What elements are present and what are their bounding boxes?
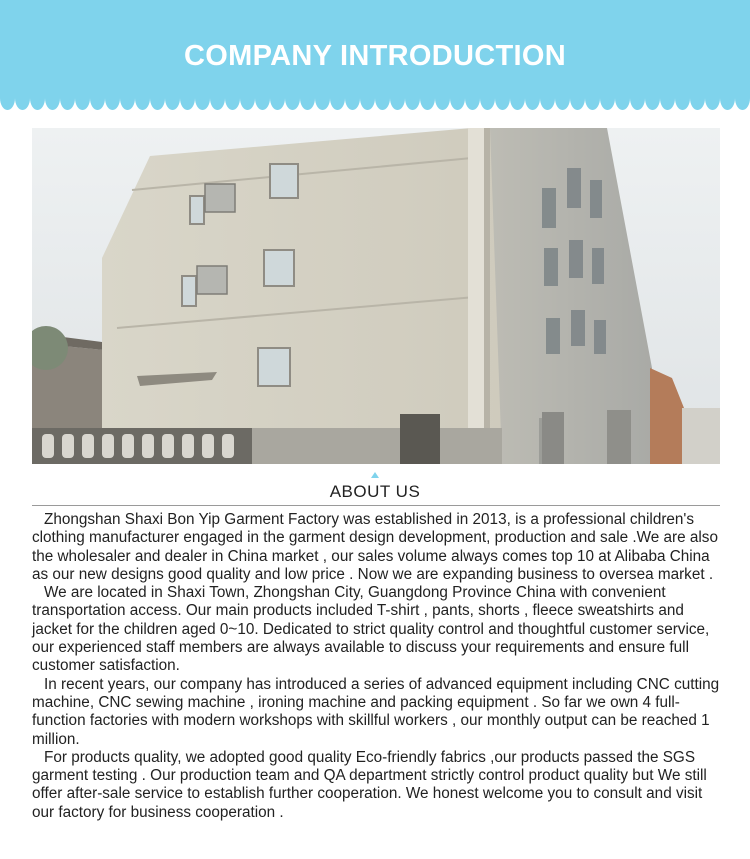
paragraph-equipment: In recent years, our company has introduced a series of advanced equipment including CNC cutting machine, CNC sewing machine , ironing machine and packing equipment . So far we own 4 full-function factories with modern workshops with skillful workers , our monthly output can be reached 1 million.: [32, 675, 720, 748]
paragraph-history: Zhongshan Shaxi Bon Yip Garment Factory was established in 2013, is a professional children's clothing manufacturer engaged in the garment design development, production and sale .We are also the wholesaler and dealer in China market , our sales volume always comes top 10 at Alibaba China as our new designs good quality and low price . Now we are expanding business to oversea market .: [32, 511, 718, 583]
paragraph-quality: For products quality, we adopted good quality Eco-friendly fabrics ,our products passed the SGS garment testing . Our production team and QA department strictly control product quality but We still offer after-sale service to establish further cooperation. We honest welcome you to consult and visit our factory for business cooperation .: [32, 748, 707, 821]
scalloped-edge: [0, 98, 750, 112]
about-heading: [0, 470, 750, 502]
divider: [32, 505, 720, 506]
page-title: COMPANY INTRODUCTION: [184, 40, 566, 72]
triangle-up-icon: [370, 470, 380, 480]
paragraph-location: We are located in Shaxi Town, Zhongshan City, Guangdong Province China with convenient transportation access. Our main products included T-shirt , pants, shorts , fleece sweatshirts and jacket for the children aged 0~10. Dedicated to strict quality control and thoughtful customer service, our experienced staff members are always available to discuss your requirements and ensure full customer satisfaction.: [32, 584, 710, 675]
company-description: [32, 511, 726, 822]
factory-building-photo: [32, 128, 720, 464]
about-title: ABOUT US: [329, 482, 421, 501]
header-banner: [0, 0, 750, 112]
factory-building-image: [32, 128, 720, 464]
